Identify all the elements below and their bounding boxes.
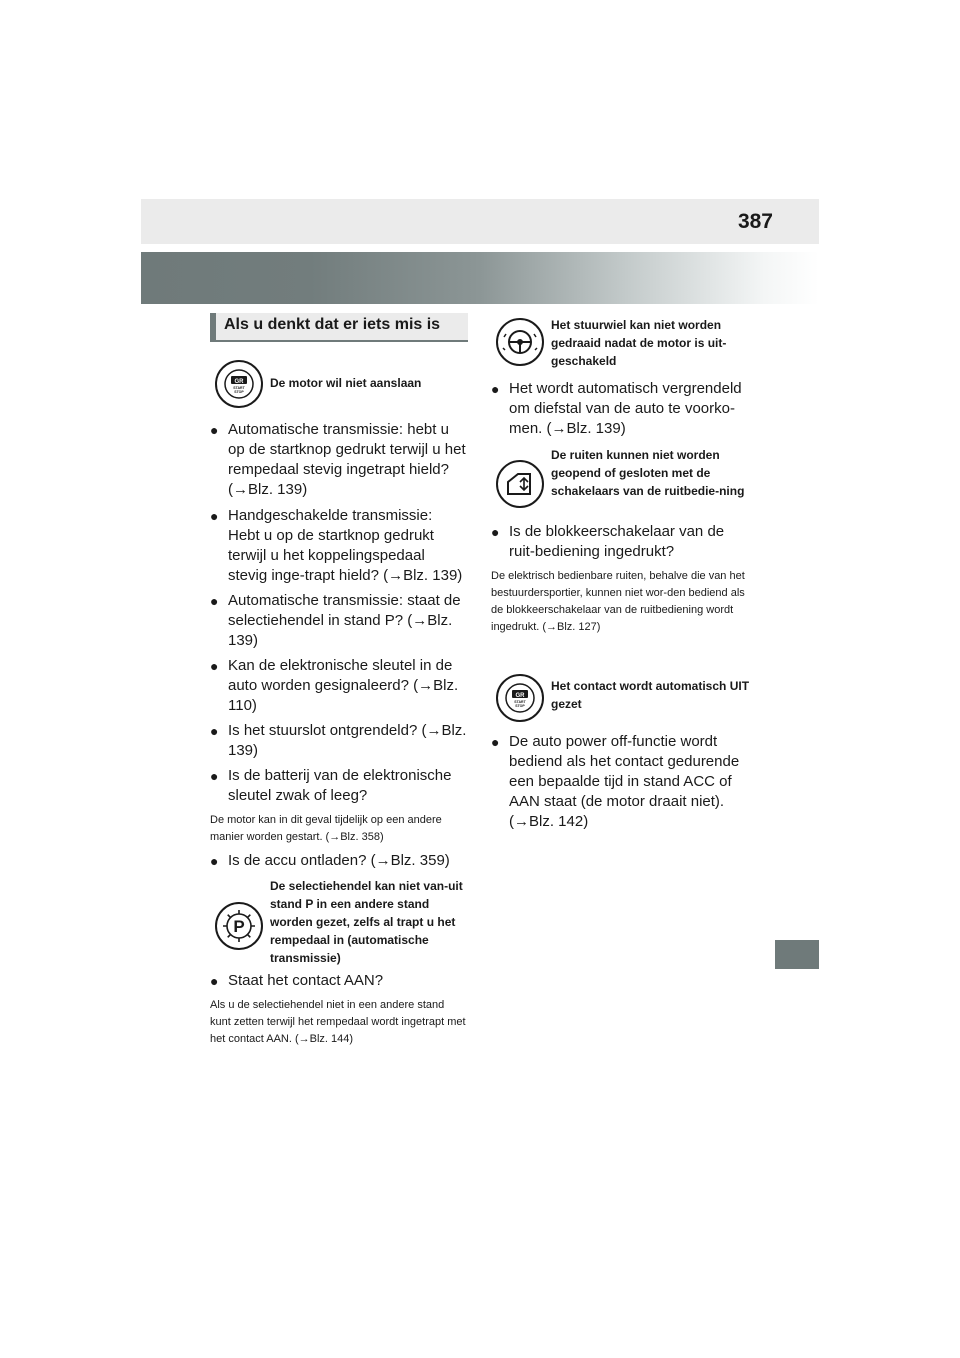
list-item: ● Kan de elektronische sleutel in de auto worden gesignaleerd? (→Blz. 110) bbox=[210, 657, 459, 714]
list-item: ● Het wordt automatisch vergrendeld om diefstal van de auto te voorko-men. (→Blz. 139) bbox=[491, 380, 742, 437]
svg-text:GR: GR bbox=[515, 693, 525, 699]
svg-text:GR: GR bbox=[234, 379, 244, 385]
note-text: De elektrisch bedienbare ruiten, behalve die van het bestuurdersportier, kunnen niet wor-den bediend als de blokkeerschakelaar van de ruitbediening wordt ingedrukt. (→Blz. 127) bbox=[491, 570, 745, 633]
list-item: ● Is de accu ontladen? (→Blz. 359) bbox=[210, 852, 450, 869]
list-item: ● Staat het contact AAN? bbox=[210, 972, 384, 989]
list-item: ● Automatische transmissie: staat de selectiehendel in stand P? (→Blz. 139) bbox=[210, 592, 461, 649]
section-title: Als u denkt dat er iets mis is bbox=[224, 316, 441, 333]
list-item: ● Is de batterij van de elektronische sleutel zwak of leeg? bbox=[210, 767, 452, 804]
svg-text:P: P bbox=[233, 917, 245, 936]
svg-text:START: START bbox=[233, 386, 245, 390]
list-item: ● Handgeschakelde transmissie: Hebt u op de startknop gedrukt terwijl u het koppelingspedaal stevig inge-trapt hield? (→Blz. 139) bbox=[210, 507, 463, 584]
item-title: De ruiten kunnen niet worden geopend of gesloten met de schakelaars van de ruitbedie-ning bbox=[551, 448, 745, 498]
svg-text:STOP: STOP bbox=[234, 390, 244, 394]
list-item: ● Is het stuurslot ontgrendeld? (→Blz. 139) bbox=[210, 722, 467, 759]
item-title: Het contact wordt automatisch UIT gezet bbox=[551, 679, 750, 711]
list-item: ● Is de blokkeerschakelaar van de ruit-bediening ingedrukt? bbox=[491, 523, 725, 560]
item-title: De selectiehendel kan niet van-uit stand P in een andere stand worden gezet, zelfs al trapt u het rempedaal in (automatische transmissie) bbox=[270, 879, 463, 965]
note-text: De motor kan in dit geval tijdelijk op een andere manier worden gestart. (→Blz. 358) bbox=[210, 814, 442, 843]
item-title: Het stuurwiel kan niet worden gedraaid nadat de motor is uit-geschakeld bbox=[551, 318, 727, 368]
chapter-band bbox=[141, 252, 819, 304]
list-item: ● De auto power off-functie wordt bediend als het contact gedurende een bepaalde tijd in stand ACC of AAN staat (de motor draait niet). (→Blz. 142) bbox=[491, 733, 740, 830]
svg-text:STOP: STOP bbox=[515, 704, 525, 708]
list-item: ● Automatische transmissie: hebt u op de startknop gedrukt terwijl u het rempedaal stevig ingetrapt hield? (→Blz. 139) bbox=[210, 421, 466, 498]
chapter-tab bbox=[775, 940, 819, 969]
start-stop-button-icon bbox=[496, 674, 544, 722]
page-header bbox=[141, 199, 819, 244]
start-stop-button-icon bbox=[215, 360, 263, 408]
note-text: Als u de selectiehendel niet in een andere stand kunt zetten terwijl het rempedaal wordt ingetrapt met het contact AAN. (→Blz. 144) bbox=[210, 999, 466, 1045]
page-number: 387 bbox=[737, 210, 773, 233]
section-heading bbox=[210, 313, 468, 342]
svg-text:START: START bbox=[514, 700, 526, 704]
steering-wheel-icon bbox=[496, 318, 544, 366]
power-window-icon bbox=[496, 460, 544, 508]
item-title: De motor wil niet aanslaan bbox=[270, 376, 422, 390]
park-gear-icon bbox=[215, 902, 263, 950]
